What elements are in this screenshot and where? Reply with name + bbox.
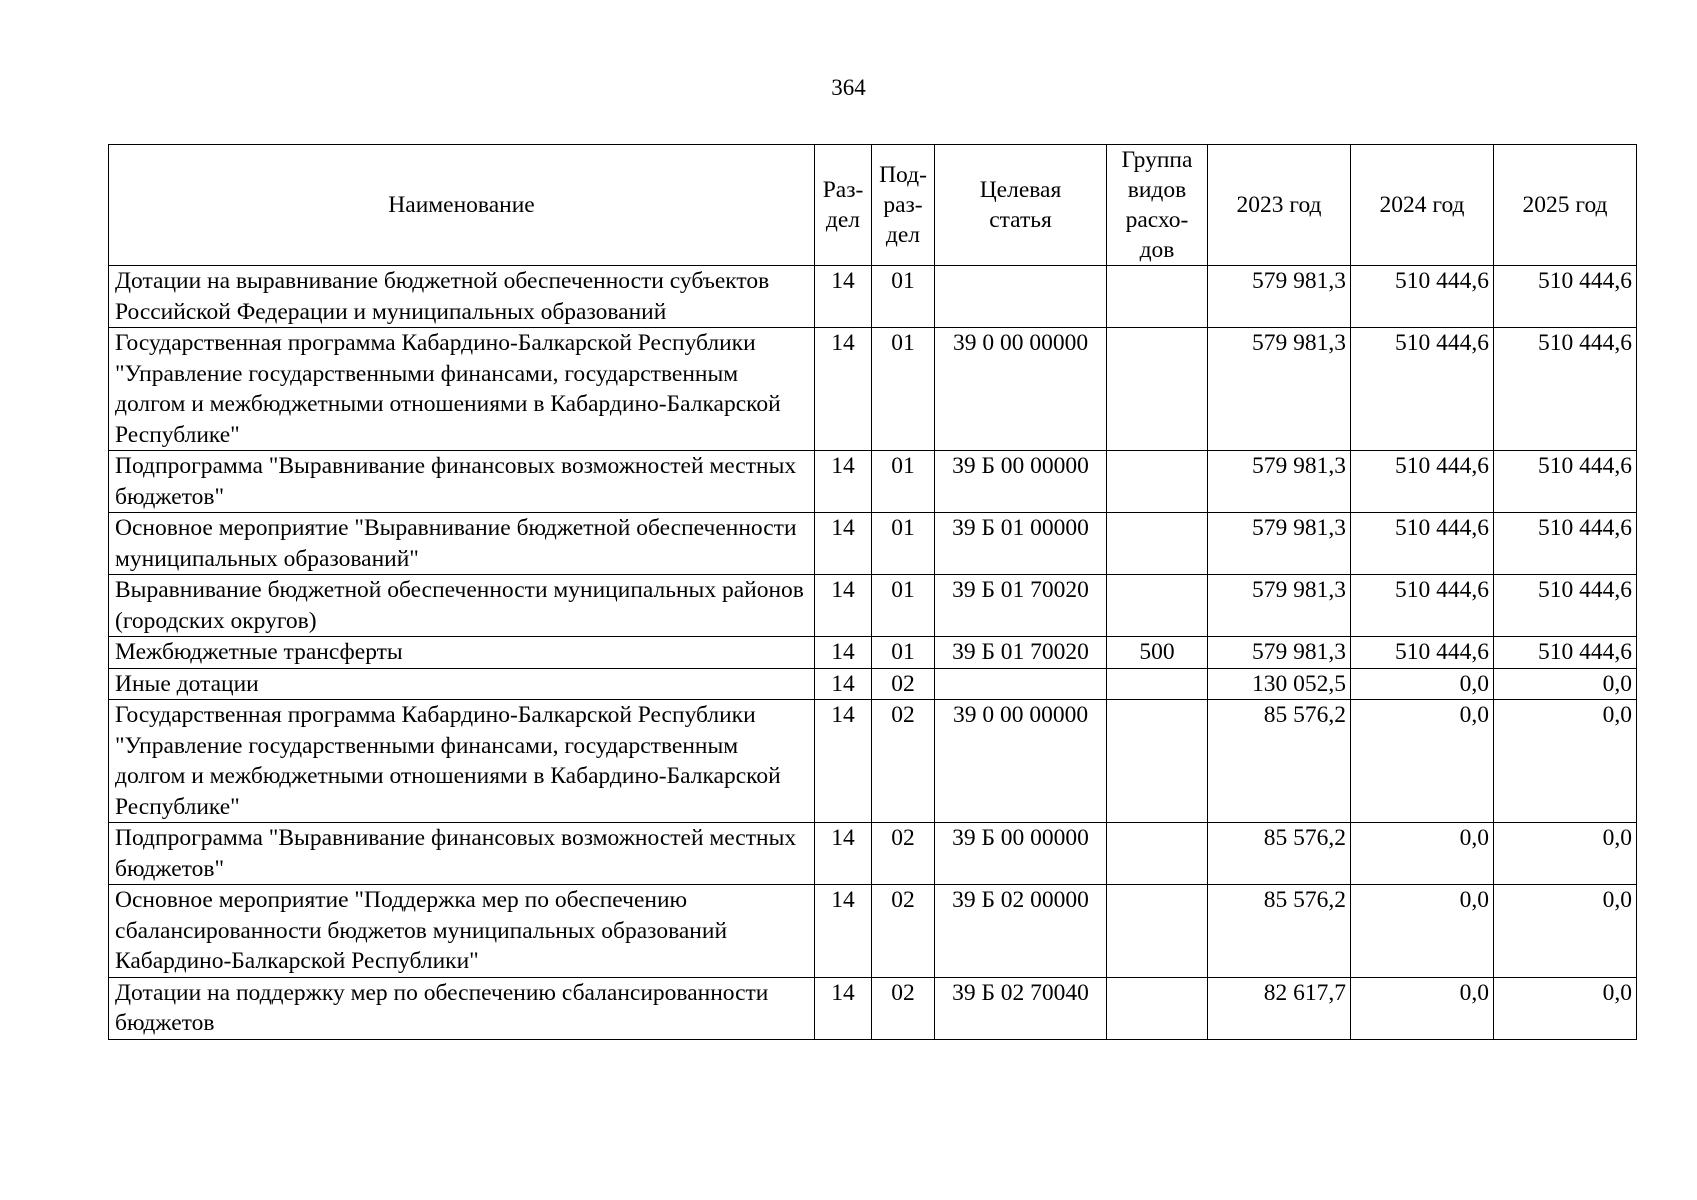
- cell-2025: 510 444,6: [1494, 575, 1637, 637]
- cell-podrazdel: 01: [872, 266, 935, 328]
- table-row: [109, 637, 1637, 669]
- cell-2024: 510 444,6: [1351, 266, 1494, 328]
- table-body: [109, 266, 1637, 1040]
- cell-podrazdel: 01: [872, 575, 935, 637]
- cell-celevaya-statya: 39 Б 00 00000: [935, 451, 1107, 513]
- cell-podrazdel: 01: [872, 328, 935, 451]
- cell-2023: 82 617,7: [1208, 977, 1351, 1039]
- cell-2024: 0,0: [1351, 700, 1494, 823]
- cell-2023: 579 981,3: [1208, 575, 1351, 637]
- table-row: [109, 451, 1637, 513]
- cell-2024: 510 444,6: [1351, 637, 1494, 669]
- cell-gruppa-vidov: [1107, 451, 1208, 513]
- cell-podrazdel: 02: [872, 823, 935, 885]
- cell-gruppa-vidov: [1107, 823, 1208, 885]
- cell-name: Выравнивание бюджетной обеспеченности муниципальных районов (городских округов): [109, 575, 815, 637]
- cell-celevaya-statya: 39 Б 02 00000: [935, 885, 1107, 978]
- cell-name: Подпрограмма "Выравнивание финансовых возможностей местных бюджетов": [109, 451, 815, 513]
- cell-gruppa-vidov: [1107, 513, 1208, 575]
- cell-name: Дотации на поддержку мер по обеспечению сбалансированности бюджетов: [109, 977, 815, 1039]
- cell-celevaya-statya: 39 Б 01 00000: [935, 513, 1107, 575]
- cell-gruppa-vidov: [1107, 266, 1208, 328]
- header-razdel: [815, 145, 872, 266]
- cell-podrazdel: 02: [872, 977, 935, 1039]
- cell-name: Иные дотации: [109, 668, 815, 700]
- header-celevaya-statya: [935, 145, 1107, 266]
- table-header-row: [109, 145, 1637, 266]
- cell-2025: 510 444,6: [1494, 266, 1637, 328]
- cell-name: Основное мероприятие "Поддержка мер по обеспечению сбалансированности бюджетов муниципальных образований Кабардино-Балкарской Республики": [109, 885, 815, 978]
- cell-celevaya-statya: [935, 668, 1107, 700]
- cell-name: Межбюджетные трансферты: [109, 637, 815, 669]
- cell-celevaya-statya: 39 Б 01 70020: [935, 575, 1107, 637]
- cell-gruppa-vidov: [1107, 977, 1208, 1039]
- cell-name: Государственная программа Кабардино-Балкарской Республики "Управление государственными финансами, государственным долгом и межбюджетными отношениями в Кабардино-Балкарской Республике": [109, 328, 815, 451]
- cell-2025: 510 444,6: [1494, 637, 1637, 669]
- cell-2024: 510 444,6: [1351, 575, 1494, 637]
- cell-2025: 0,0: [1494, 977, 1637, 1039]
- cell-razdel: 14: [815, 885, 872, 978]
- cell-2024: 510 444,6: [1351, 513, 1494, 575]
- table-row: [109, 266, 1637, 328]
- table-row: [109, 700, 1637, 823]
- cell-name: Дотации на выравнивание бюджетной обеспеченности субъектов Российской Федерации и муниципальных образований: [109, 266, 815, 328]
- cell-2025: 510 444,6: [1494, 513, 1637, 575]
- cell-gruppa-vidov: 500: [1107, 637, 1208, 669]
- cell-2025: 0,0: [1494, 885, 1637, 978]
- table-row: [109, 977, 1637, 1039]
- cell-name: Подпрограмма "Выравнивание финансовых возможностей местных бюджетов": [109, 823, 815, 885]
- cell-name: Государственная программа Кабардино-Балкарской Республики "Управление государственными финансами, государственным долгом и межбюджетными отношениями в Кабардино-Балкарской Республике": [109, 700, 815, 823]
- cell-celevaya-statya: 39 Б 02 70040: [935, 977, 1107, 1039]
- cell-podrazdel: 02: [872, 668, 935, 700]
- cell-2024: 0,0: [1351, 823, 1494, 885]
- table-row: [109, 575, 1637, 637]
- cell-razdel: 14: [815, 451, 872, 513]
- cell-2023: 85 576,2: [1208, 823, 1351, 885]
- cell-celevaya-statya: 39 0 00 00000: [935, 700, 1107, 823]
- cell-podrazdel: 01: [872, 451, 935, 513]
- cell-2023: 85 576,2: [1208, 700, 1351, 823]
- cell-celevaya-statya: 39 Б 00 00000: [935, 823, 1107, 885]
- cell-2023: 85 576,2: [1208, 885, 1351, 978]
- header-celevaya-text: Целевая статья: [979, 177, 1062, 233]
- cell-2023: 579 981,3: [1208, 513, 1351, 575]
- header-2025: 2025 год: [1494, 145, 1637, 266]
- cell-celevaya-statya: [935, 266, 1107, 328]
- cell-celevaya-statya: 39 0 00 00000: [935, 328, 1107, 451]
- header-podrazdel: [872, 145, 935, 266]
- cell-podrazdel: 02: [872, 885, 935, 978]
- cell-razdel: 14: [815, 977, 872, 1039]
- table-row: [109, 885, 1637, 978]
- cell-razdel: 14: [815, 668, 872, 700]
- cell-2024: 0,0: [1351, 668, 1494, 700]
- cell-gruppa-vidov: [1107, 885, 1208, 978]
- page-number: 364: [831, 75, 866, 100]
- cell-podrazdel: 01: [872, 513, 935, 575]
- header-name: Наименование: [109, 145, 815, 266]
- cell-gruppa-vidov: [1107, 575, 1208, 637]
- cell-razdel: 14: [815, 637, 872, 669]
- cell-2023: 579 981,3: [1208, 328, 1351, 451]
- header-2023: 2023 год: [1208, 145, 1351, 266]
- cell-razdel: 14: [815, 328, 872, 451]
- cell-celevaya-statya: 39 Б 01 70020: [935, 637, 1107, 669]
- table-row: [109, 328, 1637, 451]
- cell-podrazdel: 01: [872, 637, 935, 669]
- cell-2024: 0,0: [1351, 977, 1494, 1039]
- cell-razdel: 14: [815, 266, 872, 328]
- cell-gruppa-vidov: [1107, 700, 1208, 823]
- cell-2025: 0,0: [1494, 823, 1637, 885]
- cell-2025: 510 444,6: [1494, 328, 1637, 451]
- header-2024: 2024 год: [1351, 145, 1494, 266]
- cell-2024: 0,0: [1351, 885, 1494, 978]
- header-podrazdel-text: Под- раз- дел: [879, 162, 927, 248]
- cell-2025: 510 444,6: [1494, 451, 1637, 513]
- table-row: [109, 668, 1637, 700]
- cell-razdel: 14: [815, 513, 872, 575]
- cell-2023: 130 052,5: [1208, 668, 1351, 700]
- header-razdel-text: Раз- дел: [822, 177, 864, 233]
- table-row: [109, 513, 1637, 575]
- cell-razdel: 14: [815, 575, 872, 637]
- cell-2023: 579 981,3: [1208, 451, 1351, 513]
- cell-2023: 579 981,3: [1208, 637, 1351, 669]
- cell-2024: 510 444,6: [1351, 328, 1494, 451]
- cell-podrazdel: 02: [872, 700, 935, 823]
- cell-gruppa-vidov: [1107, 668, 1208, 700]
- cell-2025: 0,0: [1494, 668, 1637, 700]
- cell-gruppa-vidov: [1107, 328, 1208, 451]
- table-row: [109, 823, 1637, 885]
- cell-razdel: 14: [815, 700, 872, 823]
- cell-2024: 510 444,6: [1351, 451, 1494, 513]
- header-gruppa-text: Группа видов расхо- дов: [1121, 147, 1193, 263]
- cell-2025: 0,0: [1494, 700, 1637, 823]
- cell-razdel: 14: [815, 823, 872, 885]
- header-gruppa-vidov: [1107, 145, 1208, 266]
- cell-2023: 579 981,3: [1208, 266, 1351, 328]
- budget-table: [108, 144, 1637, 1040]
- cell-name: Основное мероприятие "Выравнивание бюджетной обеспеченности муниципальных образований": [109, 513, 815, 575]
